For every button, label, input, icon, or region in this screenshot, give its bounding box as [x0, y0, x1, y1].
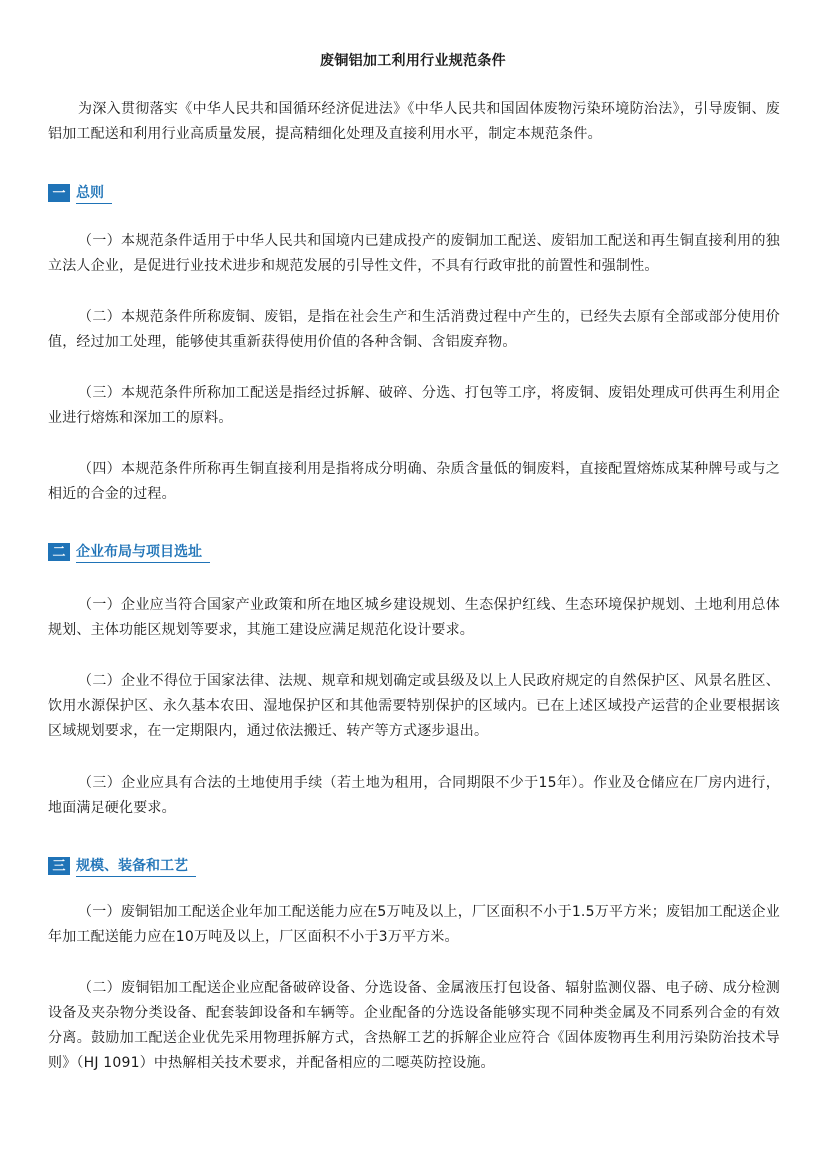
- section-3-paragraph-2: （二）废铜铝加工配送企业应配备破碎设备、分选设备、金属液压打包设备、辐射监测仪器、电子磅、成分检测设备及夹杂物分类设备、配套装卸设备和车辆等。企业配备的分选设备能够实现不同种类金属及不同系列合金的有效分离。鼓励加工配送企业优先采用物理拆解方式，含热解工艺的拆解企业应符合《固体废物再生利用污染防治技术导则》（HJ 1091）中热解相关技术要求，并配备相应的二噁英防控设施。: [48, 980, 780, 1071]
- section-title: 规模、装备和工艺: [76, 855, 196, 877]
- section-heading-2: [48, 540, 210, 564]
- section-1-paragraph-1: （一）本规范条件适用于中华人民共和国境内已建成投产的废铜加工配送、废铝加工配送和再生铜直接利用的独立法人企业，是促进行业技术进步和规范发展的引导性文件，不具有行政审批的前置性和强制性。: [48, 233, 780, 274]
- section-number-badge: 二: [48, 543, 70, 561]
- section-1-paragraph-4: （四）本规范条件所称再生铜直接利用是指将成分明确、杂质含量低的铜废料，直接配置熔炼成某种牌号或与之相近的合金的过程。: [48, 461, 780, 502]
- section-1-paragraph-2: （二）本规范条件所称废铜、废铝，是指在社会生产和生活消费过程中产生的，已经失去原有全部或部分使用价值，经过加工处理，能够使其重新获得使用价值的各种含铜、含铝废弃物。: [48, 309, 780, 350]
- section-3-paragraph-1: （一）废铜铝加工配送企业年加工配送能力应在5万吨及以上，厂区面积不小于1.5万平方米；废铝加工配送企业年加工配送能力应在10万吨及以上，厂区面积不小于3万平方米。: [48, 904, 780, 945]
- section-heading-1: [48, 181, 112, 205]
- section-number-badge: 一: [48, 184, 70, 202]
- intro-paragraph: 为深入贯彻落实《中华人民共和国循环经济促进法》《中华人民共和国固体废物污染环境防治法》，引导废铜、废铝加工配送和利用行业高质量发展，提高精细化处理及直接利用水平，制定本规范条件。: [48, 101, 780, 142]
- section-heading-3: [48, 854, 196, 878]
- section-number-badge: 三: [48, 857, 70, 875]
- section-2-paragraph-3: （三）企业应具有合法的土地使用手续（若土地为租用，合同期限不少于15年）。作业及仓储应在厂房内进行，地面满足硬化要求。: [48, 775, 780, 816]
- section-title: 总则: [76, 182, 112, 204]
- section-title: 企业布局与项目选址: [76, 541, 210, 563]
- section-2-paragraph-1: （一）企业应当符合国家产业政策和所在地区城乡建设规划、生态保护红线、生态环境保护规划、土地利用总体规划、主体功能区规划等要求，其施工建设应满足规范化设计要求。: [48, 597, 780, 638]
- section-1-paragraph-3: （三）本规范条件所称加工配送是指经过拆解、破碎、分选、打包等工序，将废铜、废铝处理成可供再生利用企业进行熔炼和深加工的原料。: [48, 385, 780, 426]
- document-title: 废铜铝加工利用行业规范条件: [320, 53, 506, 69]
- section-2-paragraph-2: （二）企业不得位于国家法律、法规、规章和规划确定或县级及以上人民政府规定的自然保护区、风景名胜区、饮用水源保护区、永久基本农田、湿地保护区和其他需要特别保护的区域内。已在上述区域投产运营的企业要根据该区域规划要求，在一定期限内，通过依法搬迁、转产等方式逐步退出。: [48, 673, 780, 739]
